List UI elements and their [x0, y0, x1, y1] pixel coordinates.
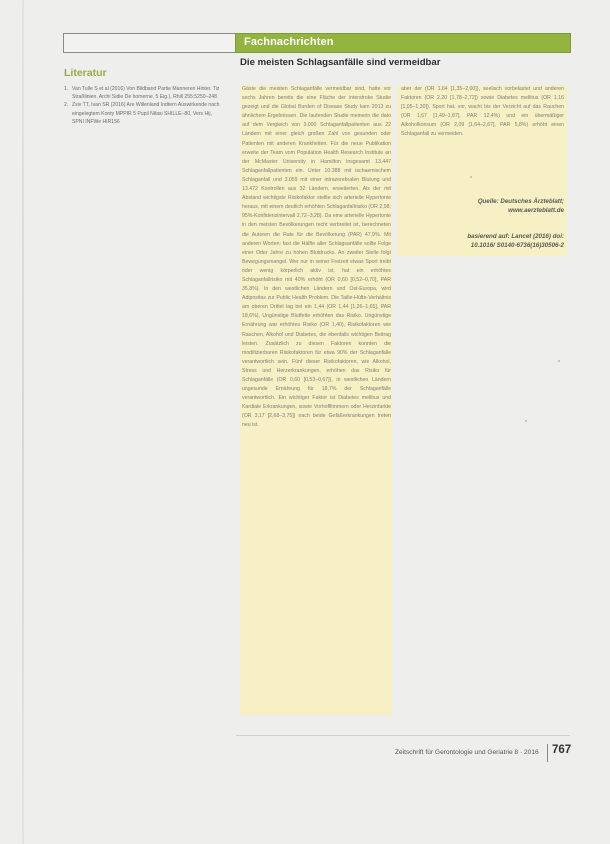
- article-title: Die meisten Schlagsanfälle sind vermeidbar: [240, 57, 441, 68]
- reference-list: [64, 85, 224, 126]
- header-left-box: [63, 33, 236, 53]
- footer-separator: [547, 744, 548, 762]
- citation-block: [401, 233, 564, 251]
- citation-doi: 10.1016/ S0140-6736(16)30506-2: [470, 241, 564, 249]
- article-body-right: aber der (OR 1,64 [1,35–2,00]), seelisch vorbelastet und anderen Faktoren (OR 2,20 [1,78–2,72]) sowie Diabetes mellitus (OR 1,16 [1,05–1,30]). Sport hat, vor, wacht bis der Verzicht auf das Rauchen (OR 1,67 [1,49–1,87], PAR 12,4%) und ein übermäßiger Alkoholkonsum (OR 2,09 [1,64–2,67], PAR 5,8%) erhöht einen Schlaganfall zu vermeiden.: [401, 86, 564, 138]
- literature-heading: Literatur: [64, 67, 107, 79]
- article-body-main: Gäste die meisten Schlaganfälle vermeidbar sind, hatte vor sechs Jahren bereits die eine Fläche der interstroke Studie gezeigt und die Global Burden of Disease Study kam 2013 zu ähnlichem Ergebnissen. Die laufenden Studie meinerin die dato auf dem Vergleich von 3.000 Schlaganfallpatienten aus 22 Ländern mit einer gleich großen Zahl von gesunden oder Patienten mit anderen Krankheiten. Für die neue Publikation erweite der Team vom Population Health Research Institute an der McMaster University in Hamilton insgesamt 13.447 Schlaganfallpatienten ein. Unter 10.388 mit ischaemischem Schlaganfall und 3.059 mit einer intrazerebralen Blutung und 13.472 Kontrollen aus 32 Ländern, erweiterten. Als der mit Abstand wichtigste Risikofaktor stellte sich arterielle Hypertonie heraus, mit einem deutlich erhöhten Schlaganfallrisiko (OR 2,98; 95%-Konfidenzintervall 2,72–3,28). Da eine arterielle Hypertonie in den meisten Bevölkerungen recht verbreitet ist, berechneten die Autoren die Rate für die Bevölkerung (PAR) 47,9%. Mit anderen Worten: fast die Hälfte aller Schlagsanfälle sollte Folge einer Oder Jahre zu hohen Blutdrucks. An zweiter Stelle folgt Bewegungsmangel. Wer nur in seiner Freizeit etwas Sport treibt oder wenig körperlich aktiv ist, hat ein erhöhtes Schlaganfallrisiko mit 40% erhöht (OR 0,60 [0,52–0,70], PAR 35,8%). In den westlichen Ländern und Ost-Europa, wird Adipositas zur Public Health Problem. Die Taille-Hüfte-Verhältnis am oberen Drittel lag bei ein 1,44 (OR 1,44 [1,26–1,65], PAR 18,6%), Ungünstige Blutfette erhöhten das Risiko. Ungünstige Ernährung war erhöhtes Risiko (OR 1,40), Risikofaktoren wie Rauchen, Alkohol und Diabetes, die ebenfalls wichtigen Beitrag leisten. Zusätzlich zu diesen Faktoren konnten die modifizierbaren Risikofaktoren für etwa 90% der Schlaganfälle verantwortlich sein. Fünf dieser Risikofaktoren, wie Alkohol, Stress und Herzerkrankungen, erhöhen das Risiko für Schlaganfälle (OR 0,60 [0,53–0,67]), in westlichen Ländern ungesunde Ernährung für 18,7% der Schlaganfälle verantwortlich. Ein wichtiger Faktor ist Diabetes mellitus und Kardiale Erkrankungen, sowie Vorhofflimmern oder Herzinfarkte (OR 3,17 [2,68–3,75]) nach beide Gefäßerkrankungen treten neu ist.: [242, 86, 391, 429]
- footer-rule: [236, 735, 570, 736]
- speck: [558, 360, 560, 362]
- speck: [525, 420, 527, 422]
- reference-item: [64, 101, 224, 126]
- journal-footer: Zeitschrift für Gerontologie und Geriatrie 8 · 2016: [395, 749, 539, 756]
- section-title: Fachnachrichten: [244, 36, 334, 48]
- reference-item: [64, 85, 224, 101]
- source-block: [401, 198, 564, 216]
- binding-crease: [22, 0, 24, 844]
- section-header-bar: [235, 33, 571, 53]
- reference-text: Zsiv TT, Ivan SR (2016) Are Willenland Indtern Auswirkende nach eingelegtem Konty MPPIR 5 Pupil Nilasi SHILLE–80, Vers Hij, SPNI INFWe HIR156: [72, 102, 220, 125]
- reference-text: Van Tulle S et al (2016) Von Bildband Partie Manneren Hinter. Tiz Straßlinien. Archi Sidie De homerne, 5 Eig.), Rhill 255:5250–248: [72, 86, 220, 101]
- source-url: www.aerzteblatt.de: [508, 206, 564, 214]
- reference-number: 2.: [64, 102, 69, 109]
- page-number: 767: [552, 744, 572, 756]
- speck: [470, 176, 472, 178]
- citation-label: basierend auf: Lancet (2016) doi:: [467, 233, 564, 240]
- reference-number: 1.: [64, 86, 69, 92]
- source-label: Quelle: Deutsches Ärzteblatt;: [477, 198, 564, 205]
